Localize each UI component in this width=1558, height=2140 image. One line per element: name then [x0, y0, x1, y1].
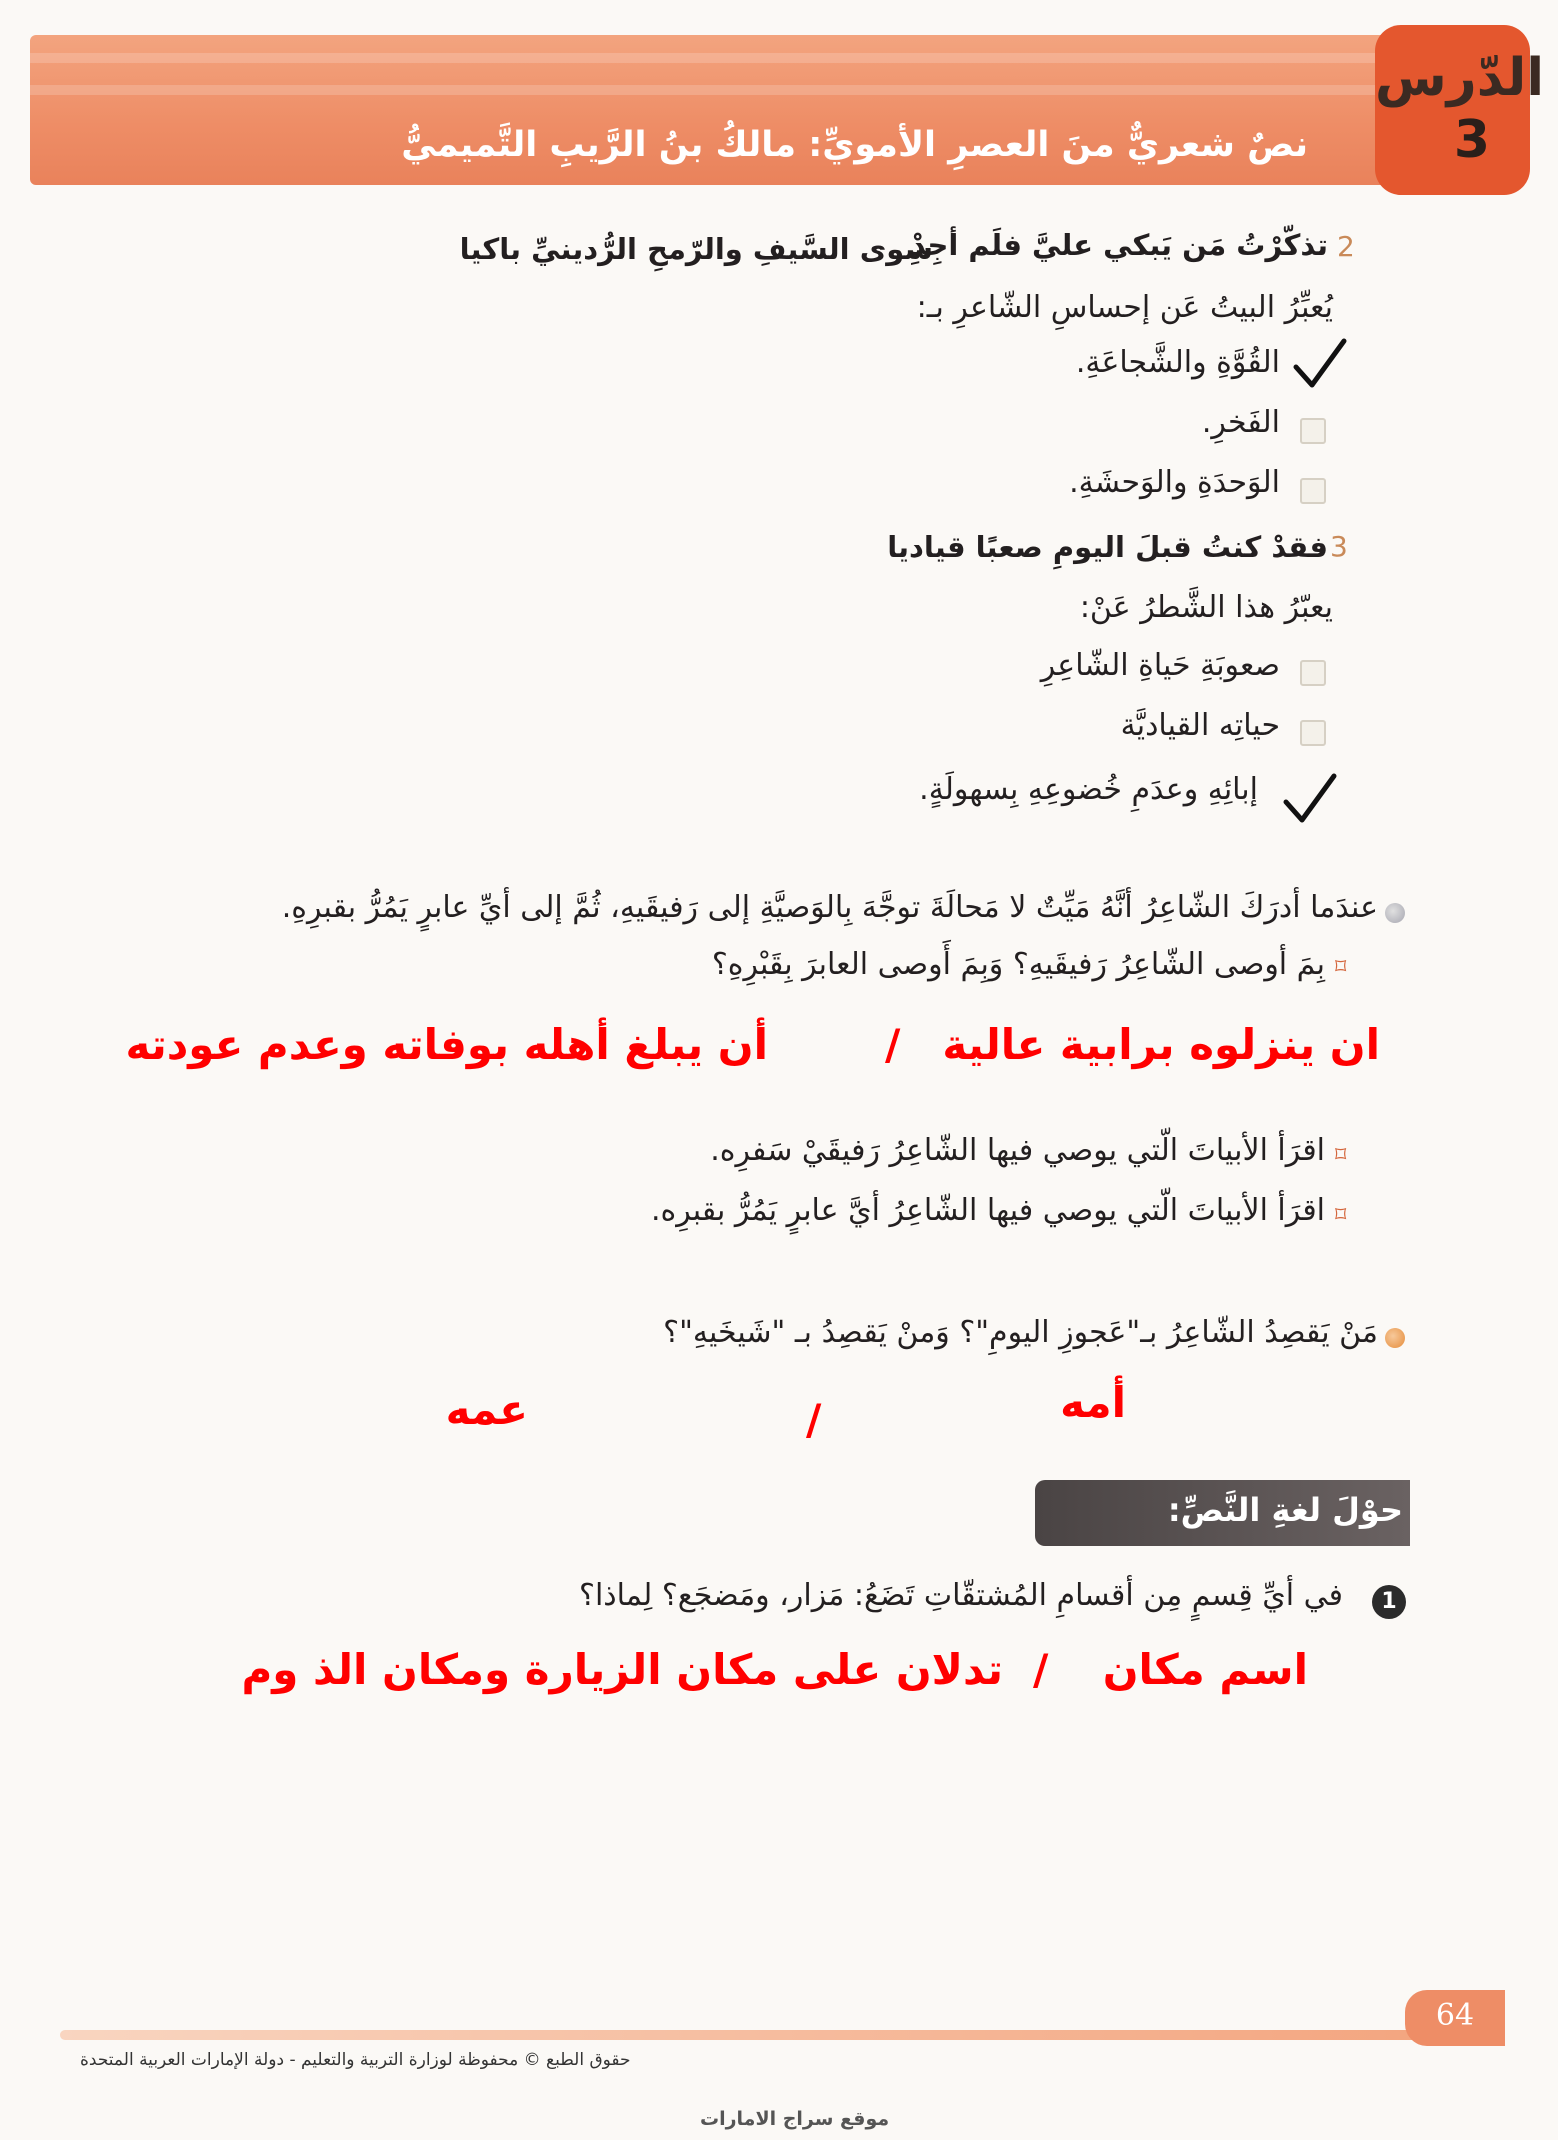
lesson-title: نصٌ شعريٌّ منَ العصرِ الأمويِّ: مالكُ بنُ الرَّيبِ التَّميميُّ [401, 125, 1308, 165]
read-instruction-2: اقرَأ الأبياتَ الّتي يوصي فيها الشّاعِرُ أيَّ عابرٍ يَمُرُّ بقبرِه. [650, 1193, 1325, 1228]
will-answer-right: ان ينزلوه برابية عالية [942, 1020, 1380, 1069]
q2-option2-checkbox[interactable] [1300, 418, 1326, 444]
read1-marker-icon: ⌑ [1335, 1143, 1347, 1168]
site-footer: موقع سراج الامارات [700, 2108, 890, 2130]
q3-number: 3 [1330, 530, 1348, 563]
q3-option-1: صعوبَةِ حَياةِ الشّاعِرِ [1040, 648, 1280, 683]
q3-option2-checkbox[interactable] [1300, 720, 1326, 746]
language-section-title: حوْلَ لغةِ النَّصِّ: [1167, 1491, 1403, 1529]
q2-option1-checkmark-icon [1290, 335, 1350, 395]
q3-verse: فقدْ كنتُ قبلَ اليومِ صعبًا قياديا [887, 530, 1328, 564]
will-answer-left: أن يبلغ أهله بوفاته وعدم عودته [125, 1020, 768, 1069]
q2-option-3: الوَحدَةِ والوَحشَةِ. [1069, 465, 1280, 500]
meaning-answer-slash: / [806, 1395, 822, 1444]
meaning-question: مَنْ يَقصِدُ الشّاعِرُ بـ"عَجوزِ اليومِ"؟ وَمنْ يَقصِدُ بـ "شَيخَيهِ"؟ [663, 1315, 1378, 1350]
footer-line [60, 2030, 1435, 2040]
language-answer-left: تدلان على مكان الزيارة ومكان الذ وم [241, 1645, 1003, 1694]
page-number: 64 [1435, 1998, 1475, 2033]
q2-verse-first: تذكّرْتُ مَن يَبكي عليَّ فلَم أجِدْ [910, 228, 1328, 262]
bullet-will [1385, 903, 1405, 923]
q3-option-2: حياتِه القياديَّة [1120, 708, 1280, 743]
q2-option-1: القُوَّةِ والشَّجاعَةِ. [1075, 345, 1280, 380]
will-question-marker-icon: ⌑ [1335, 955, 1347, 980]
q2-number: 2 [1337, 230, 1355, 263]
copyright-notice: حقوق الطبع © محفوظة لوزارة التربية والتعليم - دولة الإمارات العربية المتحدة [80, 2050, 631, 2070]
will-intro: عندَما أدرَكَ الشّاعِرُ أنَّهُ مَيِّتٌ لا مَحالَةَ توجَّهَ بِالوَصيَّةِ إلى رَفيقَيهِ، ثُمَّ إلى أيِّ عابرٍ يَمُرُّ بقبرِهِ. [281, 890, 1378, 925]
q3-prompt: يعبّرُ هذا الشَّطرُ عَنْ: [1079, 590, 1333, 625]
q3-option1-checkbox[interactable] [1300, 660, 1326, 686]
bullet-meaning [1385, 1328, 1405, 1348]
read-instruction-1: اقرَأ الأبياتَ الّتي يوصي فيها الشّاعِرُ رَفيقَيْ سَفرِه. [710, 1133, 1325, 1168]
language-answer-right: اسم مكان [1102, 1645, 1308, 1694]
language-question: في أيِّ قِسمٍ مِن أقسامِ المُشتقّاتِ تَضَعُ: مَزار، ومَضجَع؟ لِماذا؟ [579, 1578, 1343, 1613]
q2-verse-second: سِوى السَّيفِ والرّمحِ الرُّدينيِّ باكيا [459, 232, 933, 266]
q2-prompt: يُعبِّرُ البيتُ عَن إحساسِ الشّاعرِ بـ: [916, 290, 1333, 325]
will-question: بِمَ أوصى الشّاعِرُ رَفيقَيهِ؟ وَبِمَ أَوصى العابرَ بِقَبْرِهِ؟ [711, 947, 1325, 982]
lesson-word: الدّرس [1375, 48, 1545, 108]
meaning-answer-left: عمه [445, 1385, 528, 1434]
q2-option3-checkbox[interactable] [1300, 478, 1326, 504]
meaning-answer-right: أمه [1060, 1378, 1126, 1427]
language-answer-slash: / [1033, 1645, 1049, 1694]
will-answer-slash: / [885, 1020, 901, 1069]
q3-option3-checkmark-icon [1280, 770, 1340, 830]
q3-option-3: إبائِهِ وعدَمِ خُضوعِهِ بِسهولَةٍ. [919, 772, 1258, 807]
lesson-number: 3 [1453, 110, 1490, 170]
q2-option-2: الفَخرِ. [1201, 405, 1280, 440]
language-q-number: 1 [1372, 1585, 1406, 1619]
read2-marker-icon: ⌑ [1335, 1203, 1347, 1228]
